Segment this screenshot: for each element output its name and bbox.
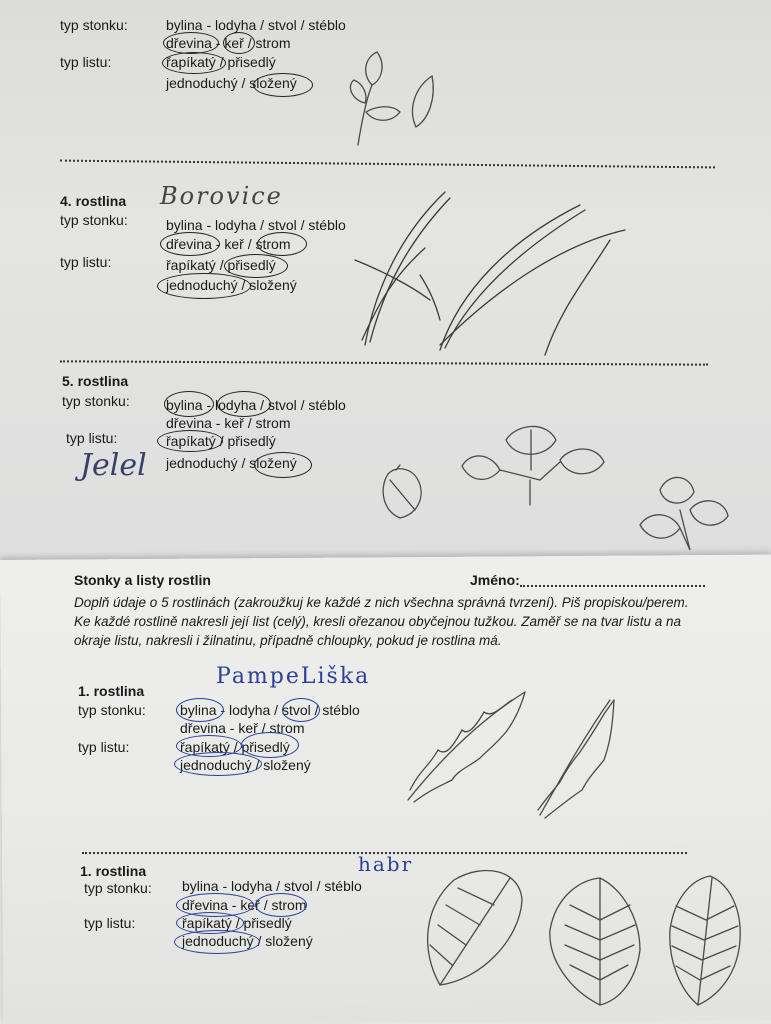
- plant2-leaf-line1: řapíkatý / přisedlý: [182, 915, 292, 931]
- plant4-stem-line1: bylina - lodyha / stvol / stéblo: [166, 217, 346, 233]
- instructions-line2: Ke každé rostlině nakresli její list (celý), kresli ořezanou obyčejnou tužkou. Zaměř se na tvar listu a na: [74, 614, 682, 629]
- plant2-stem-line2: dřevina - keř / strom: [182, 897, 307, 913]
- plant2-leaf-label: typ listu:: [84, 915, 136, 931]
- plant1-stem-line1: bylina - lodyha / stvol / stéblo: [180, 702, 360, 718]
- leaf-drawing-top: [350, 52, 433, 145]
- instructions-line1: Doplň údaje o 5 rostlinách (zakroužkuj ke každé z nich všechna správná tvrzení). Piš propiskou/perem.: [74, 595, 689, 610]
- worksheet-title: Stonky a listy rostlin: [74, 572, 211, 588]
- plant5-stem-label: typ stonku:: [62, 393, 130, 409]
- plant4-stem-line2: dřevina - keř / strom: [166, 236, 291, 252]
- top-leaf-options-2: jednoduchý / složený: [166, 75, 297, 91]
- plant2-handwritten-name: habr: [358, 852, 414, 876]
- plant2-stem-label: typ stonku:: [84, 880, 152, 896]
- plant4-stem-label: typ stonku:: [60, 212, 128, 228]
- plant5-leaf-line2: jednoduchý / složený: [166, 455, 297, 471]
- leaf-drawing-plant1: [408, 692, 614, 818]
- top-stem-options-2: dřevina - keř / strom: [166, 35, 291, 51]
- plant5-handwritten-name: Jelel: [80, 448, 147, 483]
- plant1-stem-label: typ stonku:: [78, 702, 146, 718]
- plant1-stem-line2: dřevina - keř / strom: [180, 720, 305, 736]
- plant2-stem-line1: bylina - lodyha / stvol / stéblo: [182, 878, 362, 894]
- top-stem-label: typ stonku:: [60, 17, 128, 33]
- plant2-heading: 1. rostlina: [80, 863, 147, 879]
- plant4-leaf-line2: jednoduchý / složený: [166, 277, 297, 293]
- plant2-leaf-line2: jednoduchý / složený: [182, 933, 313, 949]
- plant5-stem-line1: bylina - lodyha / stvol / stéblo: [166, 397, 346, 413]
- plant4-leaf-line1: řapíkatý / přisedlý: [166, 257, 276, 273]
- plant1-leaf-line2: jednoduchý / složený: [180, 757, 311, 773]
- instructions-line3: okraje listu, nakresli i žilnatinu, případně chloupky, pokud je rostlina má.: [74, 633, 502, 648]
- plant5-heading: 5. rostlina: [62, 373, 129, 389]
- plant1-leaf-line1: řapíkatý / přisedlý: [180, 739, 290, 755]
- plant1-leaf-label: typ listu:: [78, 739, 130, 755]
- name-label: Jméno:: [470, 572, 520, 588]
- plant5-leaf-label: typ listu:: [66, 430, 118, 446]
- plant4-leaf-label: typ listu:: [60, 254, 112, 270]
- top-stem-options-1: bylina - lodyha / stvol / stéblo: [166, 17, 346, 33]
- plant1-heading: 1. rostlina: [78, 683, 145, 699]
- pine-needles-drawing: [355, 192, 625, 355]
- leaf-drawing-plant5: [383, 426, 728, 550]
- plant1-handwritten-name: PampeLiška: [216, 664, 371, 689]
- top-leaf-label: typ listu:: [60, 54, 112, 70]
- plant5-leaf-line1: řapíkatý / přisedlý: [166, 433, 276, 449]
- plant4-heading: 4. rostlina: [60, 193, 127, 209]
- plant5-stem-line2: dřevina - keř / strom: [166, 415, 291, 431]
- plant4-handwritten-name: Borovice: [160, 182, 283, 210]
- top-leaf-options-1: řapíkatý / přisedlý: [166, 54, 276, 70]
- leaf-drawing-plant2: [428, 870, 741, 1005]
